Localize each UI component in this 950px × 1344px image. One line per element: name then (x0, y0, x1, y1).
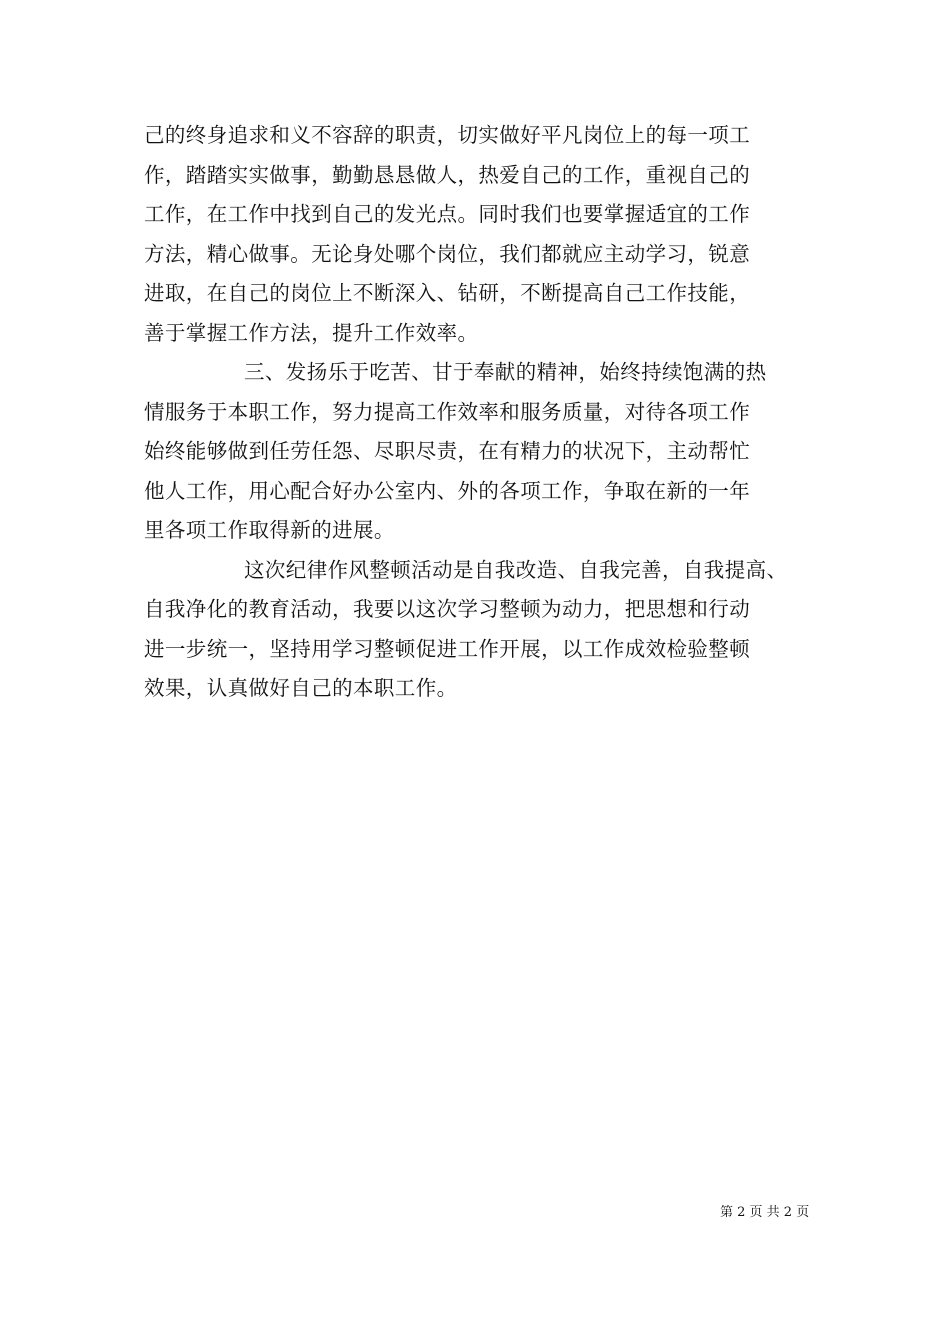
paragraph-1-line-1: 己的终身追求和义不容辞的职责，切实做好平凡岗位上的每一项工 (144, 123, 751, 147)
paragraph-2-line-4: 他人工作，用心配合好办公室内、外的各项工作，争取在新的一年 (144, 478, 751, 503)
body-text (144, 116, 824, 709)
paragraph-2-line-1: 三、发扬乐于吃苦、甘于奉献的精神，始终持续饱满的热 (244, 360, 767, 384)
paragraph-3-line-2: 自我净化的教育活动，我要以这次学习整顿为动力，把思想和行动 (144, 597, 751, 621)
paragraph-1-line-2: 作，踏踏实实做事，勤勤恳恳做人，热爱自己的工作，重视自己的 (144, 162, 751, 187)
paragraph-1-line-6: 善于掌握工作方法，提升工作效率。 (144, 320, 479, 345)
paragraph-2-line-5: 里各项工作取得新的进展。 (144, 518, 395, 542)
paragraph-3-line-1: 这次纪律作风整顿活动是自我改造、自我完善，自我提高、 (244, 557, 788, 582)
paragraph-2-line-3: 始终能够做到任劳任怨、尽职尽责，在有精力的状况下，主动帮忙 (144, 439, 751, 463)
paragraph-2-line-2: 情服务于本职工作，努力提高工作效率和服务质量，对待各项工作 (144, 399, 751, 424)
paragraph-1-line-4: 方法，精心做事。无论身处哪个岗位，我们都就应主动学习，锐意 (144, 241, 751, 266)
paragraph-3-line-3: 进一步统一，坚持用学习整顿促进工作开展，以工作成效检验整顿 (144, 636, 751, 661)
paragraph-1-line-5: 进取，在自己的岗位上不断深入、钻研，不断提高自己工作技能， (144, 281, 751, 305)
paragraph-1-line-3: 工作，在工作中找到自己的发光点。同时我们也要掌握适宜的工作 (144, 202, 751, 226)
paragraph-3-line-4: 效果，认真做好自己的本职工作。 (144, 676, 458, 700)
page-number-footer: 第 2 页 共 2 页 (720, 1205, 810, 1220)
